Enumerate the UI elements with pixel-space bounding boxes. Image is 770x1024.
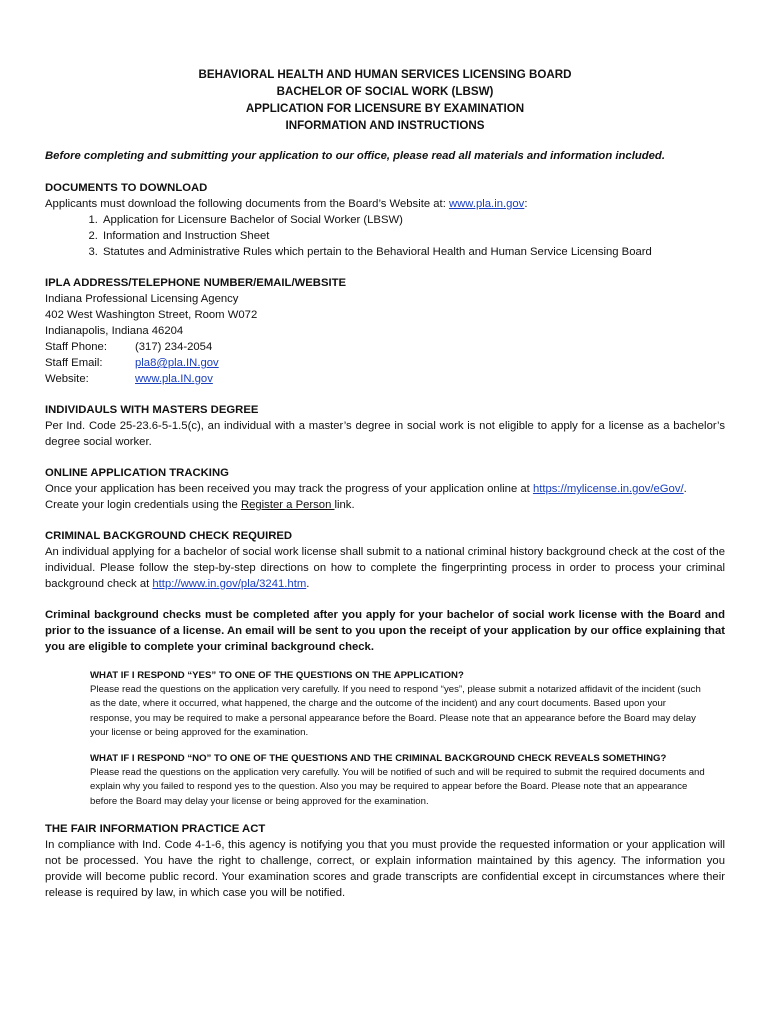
ipla-heading: IPLA ADDRESS/TELEPHONE NUMBER/EMAIL/WEBSITE xyxy=(45,277,347,289)
title-line-3: APPLICATION FOR LICENSURE BY EXAMINATION xyxy=(245,102,525,115)
tracking-text-2: . xyxy=(683,483,687,495)
email-label: Staff Email: xyxy=(45,357,103,369)
masters-section xyxy=(45,402,725,450)
criminal-text xyxy=(45,544,725,592)
document-page xyxy=(45,66,725,916)
tracking-register-text xyxy=(45,497,725,513)
documents-text xyxy=(45,196,725,212)
fair-section xyxy=(45,821,725,901)
website-row xyxy=(45,371,725,387)
tracking-text-3: Create your login credentials using the xyxy=(45,499,241,511)
phone-row xyxy=(45,339,725,355)
list-item: 2. Information and Instruction Sheet xyxy=(101,228,725,244)
tracking-heading: ONLINE APPLICATION TRACKING xyxy=(45,467,229,479)
criminal-heading: CRIMINAL BACKGROUND CHECK REQUIRED xyxy=(45,530,293,542)
fair-heading: THE FAIR INFORMATION PRACTICE ACT xyxy=(45,823,266,836)
yes-subsection xyxy=(90,669,705,740)
yes-text: Please read the questions on the application very carefully. If you need to respond “yes”, please submit a notarized affidavit of the incident (such as the date, where it occurred, what happened, the charge and the outcome of the incident) and any court documents. Based upon your response, you may be required to make a personal appearance before the Board. Please note that an appearance before the Board may delay your license or being approved for the examination. xyxy=(90,684,701,738)
tracking-text xyxy=(45,481,725,497)
criminal-text-after: . xyxy=(306,578,310,590)
board-website-link[interactable]: www.pla.in.gov xyxy=(448,198,525,210)
mylicense-link[interactable]: https://mylicense.in.gov/eGov/ xyxy=(532,483,684,495)
title-line-1: BEHAVIORAL HEALTH AND HUMAN SERVICES LICENSING BOARD xyxy=(198,68,572,81)
criminal-text-body: An individual applying for a bachelor of social work license shall submit to a national criminal history background check at the cost of the individual. Please follow the step-by-step directions on how to complete the fingerprinting process in order to process your criminal background check at xyxy=(45,546,725,590)
tracking-text-1: Once your application has been received you may track the progress of your application online at xyxy=(45,483,533,495)
no-text: Please read the questions on the application very carefully. You will be notified of such and will be required to submit the required documents and explain why you failed to respond yes to the question. Also you may be required to appear before the Board. Please note that an appearance before the Board may delay your license or being approved for the examination. xyxy=(90,767,705,807)
list-item: 3. Statutes and Administrative Rules which pertain to the Behavioral Health and Human Service Licensing Board xyxy=(101,244,725,260)
intro-note: Before completing and submitting your application to our office, please read all materials and information included. xyxy=(45,150,665,162)
title-line-2: BACHELOR OF SOCIAL WORK (LBSW) xyxy=(276,85,494,98)
tracking-text-4: link. xyxy=(334,499,355,511)
title-line-4: INFORMATION AND INSTRUCTIONS xyxy=(285,119,485,132)
ipla-city: Indianapolis, Indiana 46204 xyxy=(45,325,184,337)
ipla-section xyxy=(45,275,725,387)
fingerprint-link[interactable]: http://www.in.gov/pla/3241.htm xyxy=(152,578,307,590)
document-title xyxy=(45,66,725,134)
email-link[interactable]: pla8@pla.IN.gov xyxy=(135,357,219,369)
criminal-section xyxy=(45,528,725,592)
ipla-street: 402 West Washington Street, Room W072 xyxy=(45,309,258,321)
yes-heading: WHAT IF I RESPOND “YES” TO ONE OF THE QUESTIONS ON THE APPLICATION? xyxy=(90,670,464,681)
tracking-section xyxy=(45,465,725,513)
ipla-agency: Indiana Professional Licensing Agency xyxy=(45,293,239,305)
fair-text: In compliance with Ind. Code 4-1-6, this agency is notifying you that you must provide the requested information or your application will not be processed. You have the right to challenge, correct, or explain information maintained by this agency. The information you provide will become public record. Your examination scores and grade transcripts are confidential except in circumstances where their release is required by law, in which case you will be notified. xyxy=(45,839,725,900)
no-subsection xyxy=(90,752,705,809)
phone-value: (317) 234-2054 xyxy=(135,341,213,353)
register-person-link[interactable]: Register a Person xyxy=(240,499,335,511)
no-heading: WHAT IF I RESPOND “NO” TO ONE OF THE QUESTIONS AND THE CRIMINAL BACKGROUND CHECK REVEALS SOMETHING? xyxy=(90,753,667,765)
website-label: Website: xyxy=(45,373,89,385)
masters-heading: INDIVIDAULS WITH MASTERS DEGREE xyxy=(45,404,259,416)
masters-text: Per Ind. Code 25-23.6-5-1.5(c), an individual with a master’s degree in social work is not eligible to apply for a license as a bachelor’s degree social worker. xyxy=(45,420,725,448)
criminal-bold-note: Criminal background checks must be completed after you apply for your bachelor of social work license with the Board and prior to the issuance of a license. An email will be sent to you upon the receipt of your application by our office explaining that you are eligible to complete your criminal background check. xyxy=(45,609,725,653)
documents-list xyxy=(45,212,725,260)
list-item: 1. Application for Licensure Bachelor of Social Worker (LBSW) xyxy=(101,212,725,228)
documents-text-before: Applicants must download the following documents from the Board’s Website at: xyxy=(45,198,449,210)
documents-text-after: : xyxy=(524,198,528,210)
documents-heading: DOCUMENTS TO DOWNLOAD xyxy=(45,182,208,194)
documents-section xyxy=(45,180,725,260)
email-row xyxy=(45,355,725,371)
phone-label: Staff Phone: xyxy=(45,341,107,353)
website-link[interactable]: www.pla.IN.gov xyxy=(135,373,213,385)
